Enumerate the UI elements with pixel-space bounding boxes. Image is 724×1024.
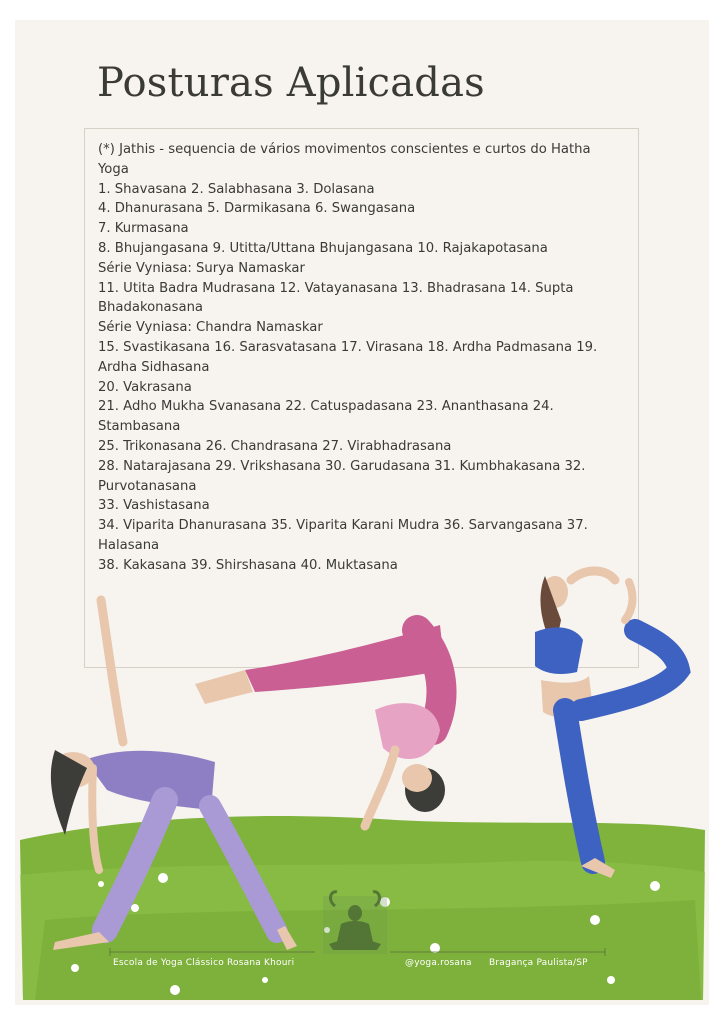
posture-line: 4. Dhanurasana 5. Darmikasana 6. Swangasana — [98, 201, 416, 217]
posture-line: 15. Svastikasana 16. Sarasvatasana 17. Virasana 18. Ardha Padmasana 19. — [98, 339, 598, 355]
posture-line: 25. Trikonasana 26. Chandrasana 27. Virabhadrasana — [98, 438, 452, 454]
footer-instagram[interactable]: @yoga.rosana — [405, 958, 472, 968]
posture-line: Ardha Sidhasana — [98, 359, 210, 375]
page — [15, 20, 709, 1005]
posture-line: Bhadakonasana — [98, 300, 204, 316]
posture-line: Halasana — [98, 537, 160, 553]
posture-line: 21. Adho Mukha Svanasana 22. Catuspadasana 23. Ananthasana 24. — [98, 399, 554, 415]
meditation-logo-icon — [323, 892, 387, 954]
posture-line: Yoga — [98, 161, 129, 177]
posture-line: Série Vyniasa: Surya Namaskar — [98, 260, 305, 276]
posture-line: Série Vyniasa: Chandra Namaskar — [98, 320, 323, 336]
posture-line: (*) Jathis - sequencia de vários movimentos conscientes e curtos do Hatha — [98, 142, 591, 157]
posture-line: 20. Vakrasana — [98, 379, 192, 395]
posture-line: 38. Kakasana 39. Shirshasana 40. Muktasana — [98, 557, 398, 573]
posture-line: 7. Kurmasana — [98, 221, 189, 237]
footer-school-name: Escola de Yoga Clássico Rosana Khouri — [113, 958, 295, 968]
posture-line: 1. Shavasana 2. Salabhasana 3. Dolasana — [98, 181, 375, 197]
posture-line: Stambasana — [98, 419, 181, 435]
yoga-illustration — [15, 20, 709, 1005]
footer-city: Bragança Paulista/SP — [489, 958, 588, 968]
posture-line: 28. Natarajasana 29. Vrikshasana 30. Garudasana 31. Kumbhakasana 32. — [98, 458, 586, 474]
posture-line: 33. Vashistasana — [98, 498, 210, 514]
posture-line: 11. Utita Badra Mudrasana 12. Vatayanasana 13. Bhadrasana 14. Supta — [98, 280, 574, 296]
pose-inversion — [195, 625, 445, 826]
posture-line: 8. Bhujangasana 9. Utitta/Uttana Bhujangasana 10. Rajakapotasana — [98, 240, 548, 256]
page-title: Posturas Aplicadas — [97, 60, 485, 106]
posture-line: Purvotanasana — [98, 478, 197, 494]
posture-line: 34. Viparita Dhanurasana 35. Viparita Karani Mudra 36. Sarvangasana 37. — [98, 518, 588, 534]
